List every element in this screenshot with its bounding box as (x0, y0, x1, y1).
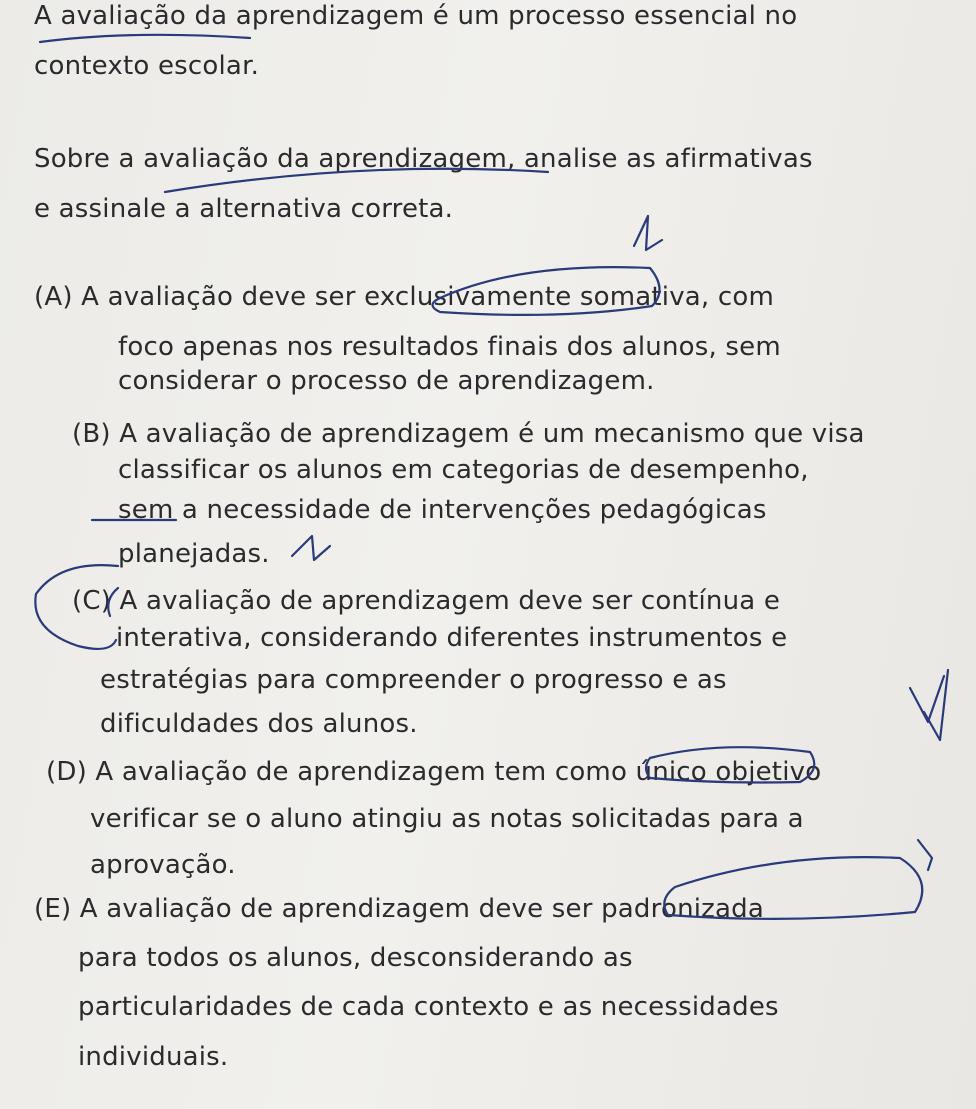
option-c-line-1: (C) A avaliação de aprendizagem deve ser contínua e (72, 586, 781, 616)
question-line-2: e assinale a alternativa correta. (34, 194, 454, 224)
mark-option-c (910, 676, 944, 722)
option-e-line-4: individuais. (78, 1042, 229, 1072)
option-a-line-1: (A) A avaliação deve ser exclusivamente somativa, com (34, 282, 774, 312)
option-a-line-2: foco apenas nos resultados finais dos alunos, sem (118, 332, 781, 362)
option-d-line-3: aprovação. (90, 850, 236, 880)
question-line-1: Sobre a avaliação da aprendizagem, analise as afirmativas (34, 144, 813, 174)
option-b-line-1: (B) A avaliação de aprendizagem é um mecanismo que visa (72, 419, 865, 449)
underline-avaliacao (40, 35, 250, 42)
mark-option-a (634, 216, 662, 250)
option-d-line-1: (D) A avaliação de aprendizagem tem como único objetivo (46, 757, 822, 787)
intro-line-2: contexto escolar. (34, 51, 260, 81)
option-d-line-2: verificar se o aluno atingiu as notas solicitadas para a (90, 804, 804, 834)
option-c-line-2: interativa, considerando diferentes instrumentos e (116, 623, 788, 653)
option-a-line-3: considerar o processo de aprendizagem. (118, 366, 655, 396)
option-e-line-1: (E) A avaliação de aprendizagem deve ser padronizada (34, 894, 764, 924)
option-e-line-2: para todos os alunos, desconsiderando as (78, 943, 633, 973)
option-c-line-4: dificuldades dos alunos. (100, 709, 418, 739)
option-c-line-3: estratégias para compreender o progresso e as (100, 665, 727, 695)
option-b-line-3: sem a necessidade de intervenções pedagógicas (118, 495, 767, 525)
mark-option-b (292, 536, 330, 560)
intro-line-1: A avaliação da aprendizagem é um processo essencial no (34, 1, 798, 31)
mark-option-e (918, 840, 932, 870)
option-b-line-2: classificar os alunos em categorias de desempenho, (118, 455, 809, 485)
mark-option-d (924, 670, 948, 740)
option-e-line-3: particularidades de cada contexto e as necessidades (78, 992, 779, 1022)
option-b-line-4: planejadas. (118, 539, 270, 569)
